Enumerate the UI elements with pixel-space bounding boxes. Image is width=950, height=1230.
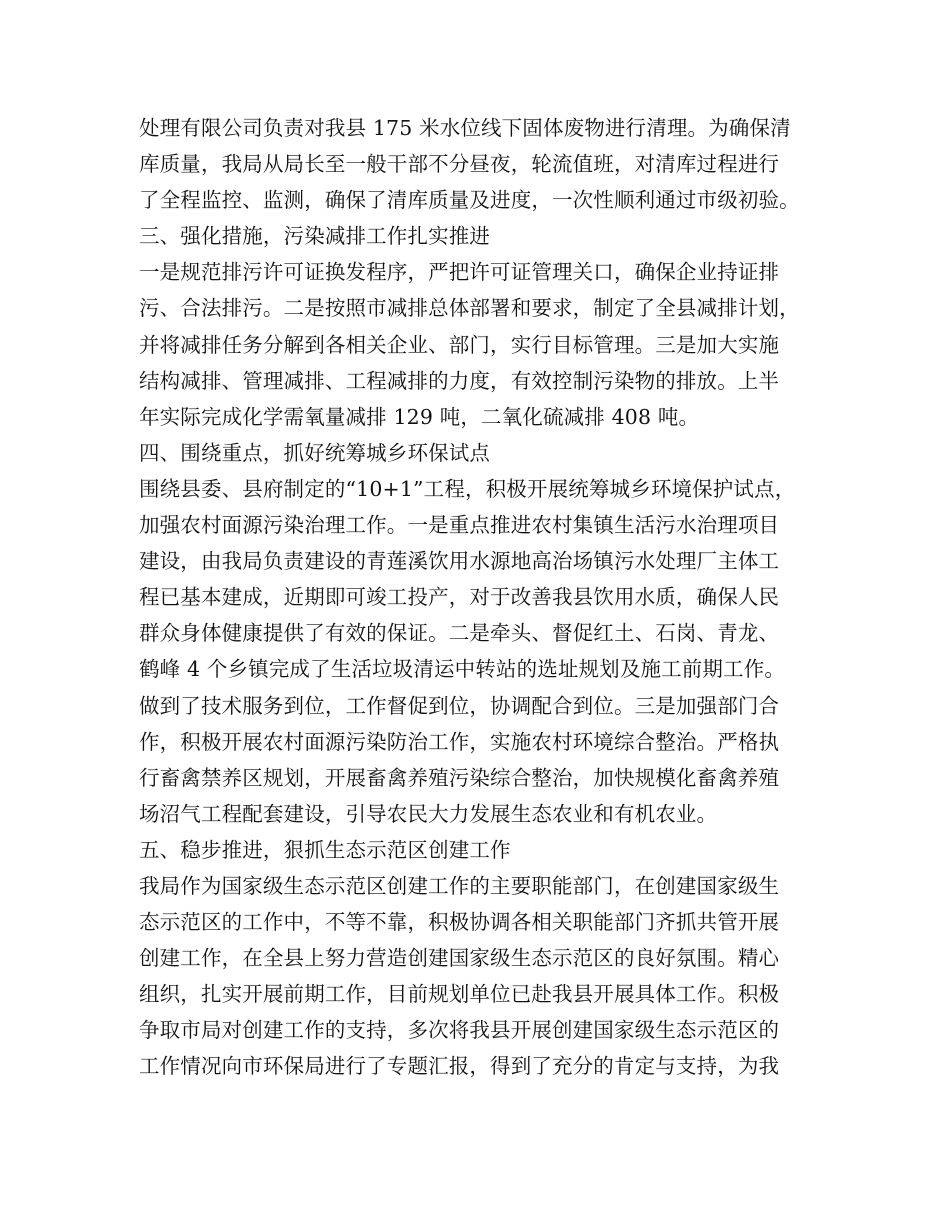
text-line: 处理有限公司负责对我县 175 米水位线下固体废物进行清理。为确保清 [139, 116, 791, 140]
section-heading: 三、强化措施，污染减排工作扎实推进 [139, 224, 491, 249]
text-line: 加强农村面源污染治理工作。一是重点推进农村集镇生活污水治理项目 [139, 513, 780, 538]
text-line: 年实际完成化学需氧量减排 129 吨，二氧化硫减排 408 吨。 [139, 404, 700, 429]
text-line: 库质量，我局从局长至一般干部不分昼夜，轮流值班，对清库过程进行 [139, 152, 780, 177]
document-body [139, 110, 829, 1085]
text-line: 创建工作，在全县上努力营造创建国家级生态示范区的良好氛围。精心 [139, 946, 780, 971]
text-line: 程已基本建成，近期即可竣工投产，对于改善我县饮用水质，确保人民 [139, 585, 780, 610]
section-heading: 五、稳步推进，狠抓生态示范区创建工作 [139, 837, 511, 862]
text-line: 作，积极开展农村面源污染防治工作，实施农村环境综合整治。严格执 [139, 729, 780, 754]
text-line: 争取市局对创建工作的支持，多次将我县开展创建国家级生态示范区的 [139, 1018, 780, 1043]
text-line: 建设，由我局负责建设的青莲溪饮用水源地高治场镇污水处理厂主体工 [139, 549, 780, 574]
text-line: 群众身体健康提供了有效的保证。二是牵头、督促红土、石岗、青龙、 [139, 621, 780, 646]
text-line: 围绕县委、县府制定的“10+1”工程，积极开展统筹城乡环境保护试点， [139, 476, 796, 501]
text-line: 态示范区的工作中，不等不靠，积极协调各相关职能部门齐抓共管开展 [139, 910, 780, 935]
text-line: 组织，扎实开展前期工作，目前规划单位已赴我县开展具体工作。积极 [139, 982, 780, 1007]
text-line: 行畜禽禁养区规划，开展畜禽养殖污染综合整治，加快规模化畜禽养殖 [139, 765, 780, 790]
text-line: 了全程监控、监测，确保了清库质量及进度，一次性顺利通过市级初验。 [139, 188, 800, 213]
text-line: 场沼气工程配套建设，引导农民大力发展生态农业和有机农业。 [139, 801, 718, 826]
text-line: 我局作为国家级生态示范区创建工作的主要职能部门，在创建国家级生 [139, 873, 780, 898]
text-line: 结构减排、管理减排、工程减排的力度，有效控制污染物的排放。上半 [139, 368, 780, 393]
text-line: 并将减排任务分解到各相关企业、部门，实行目标管理。三是加大实施 [139, 332, 780, 357]
text-line: 工作情况向市环保局进行了专题汇报，得到了充分的肯定与支持，为我 [139, 1054, 780, 1079]
text-line: 一是规范排污许可证换发程序，严把许可证管理关口，确保企业持证排 [139, 260, 780, 285]
text-line: 鹤峰 4 个乡镇完成了生活垃圾清运中转站的选址规划及施工前期工作。 [139, 657, 786, 682]
section-heading: 四、围绕重点，抓好统筹城乡环保试点 [139, 440, 491, 465]
text-line: 污、合法排污。二是按照市减排总体部署和要求，制定了全县减排计划， [139, 296, 800, 321]
text-line: 做到了技术服务到位，工作督促到位，协调配合到位。三是加强部门合 [139, 693, 780, 718]
